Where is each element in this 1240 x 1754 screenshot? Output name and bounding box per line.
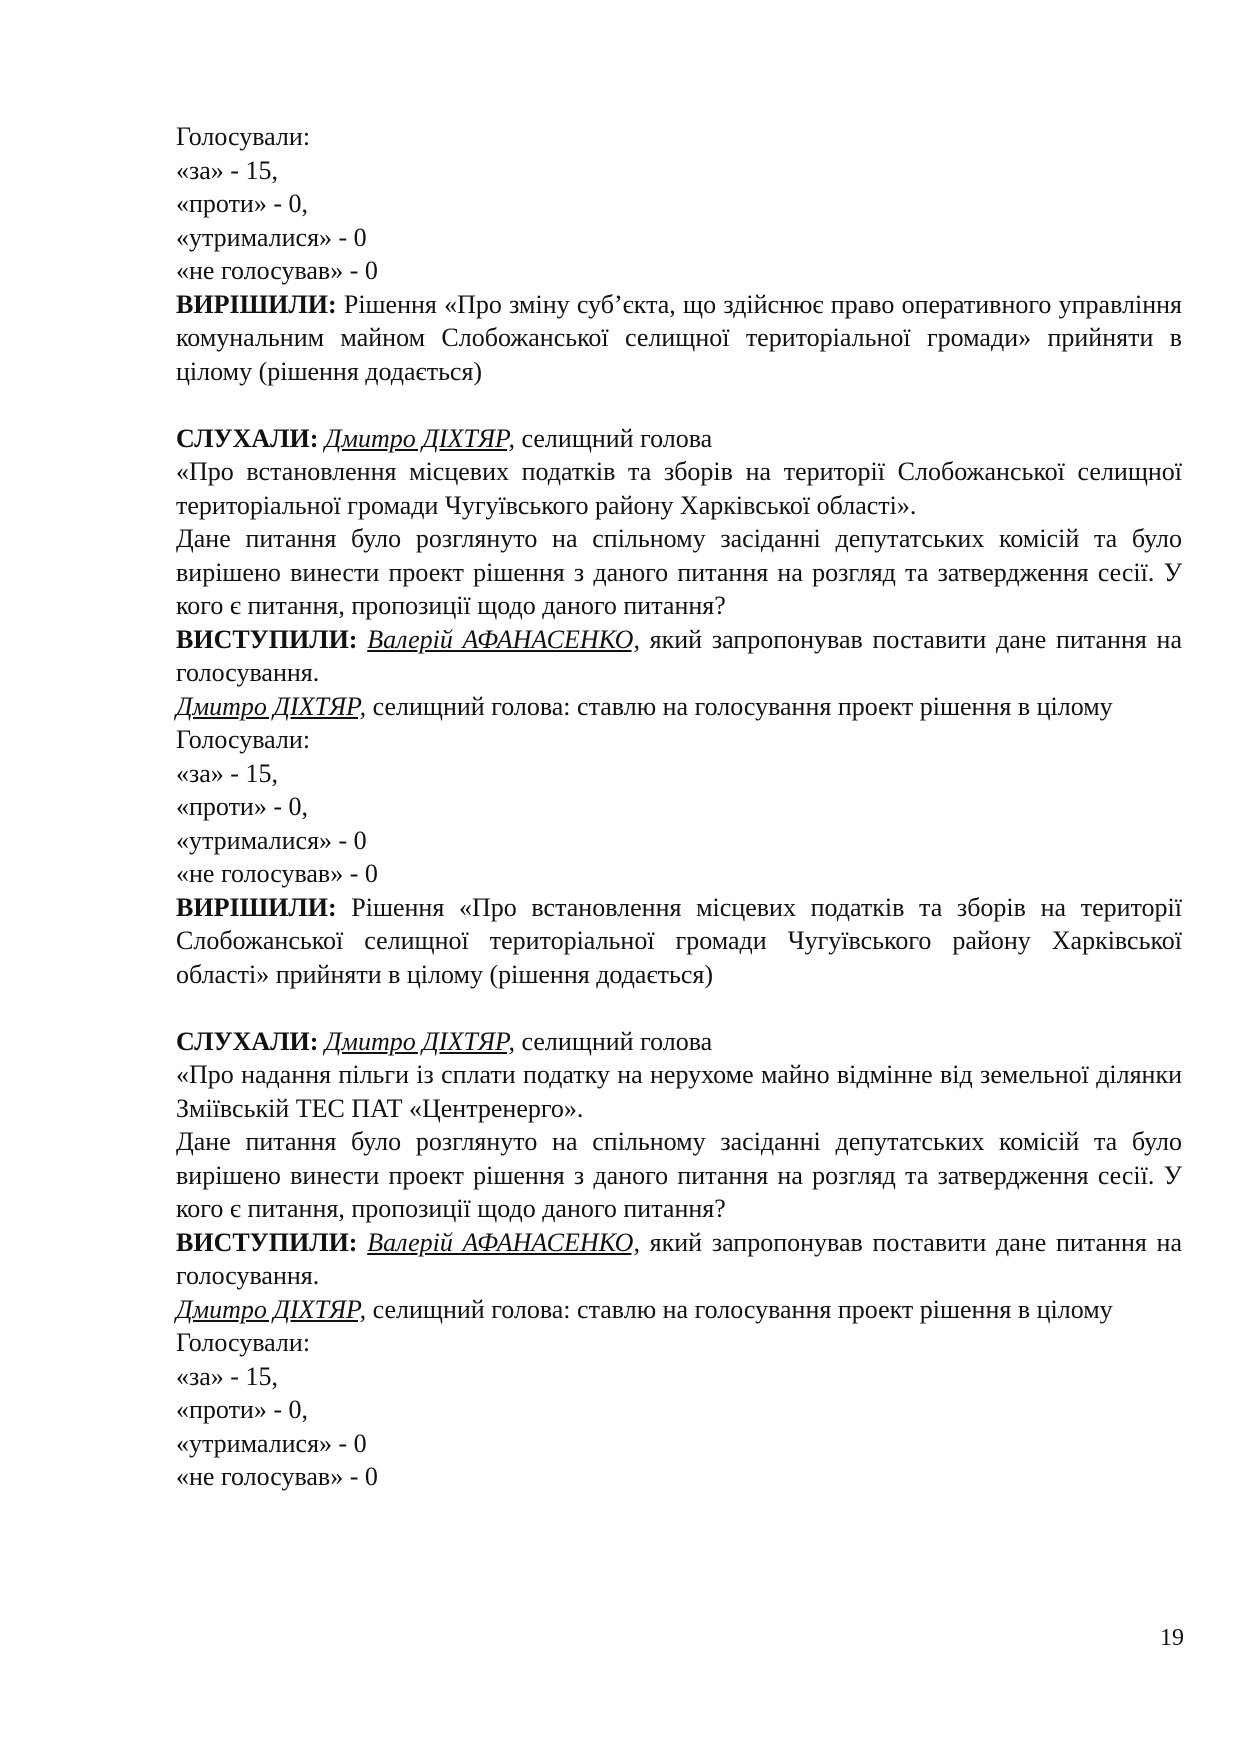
decision-text: Рішення «Про встановлення місцевих податків та зборів на території Слобожанської селищної територіальної громади Чугуївського району Харківської області» прийняти в цілому (рішення додається) <box>176 892 1182 989</box>
vote-against: «проти» - 0, <box>176 1395 309 1424</box>
heard-paragraph <box>176 422 1182 456</box>
vote-label: Голосували: <box>176 122 311 151</box>
intro-paragraph: Дане питання було розглянуто на спільному засіданні депутатських комісій та було вирішено винести проект рішення з даного питання на розгляд та затвердження сесії. У кого є питання, пропозиції щодо даного питання? <box>176 1127 1182 1223</box>
spoke-person: Валерій АФАНАСЕНКО, <box>367 624 640 654</box>
vote-against: «проти» - 0, <box>176 792 309 821</box>
document-page <box>176 120 1182 1494</box>
spoke-text: який запропонував поставити дане питання на голосування. <box>176 624 1182 687</box>
topic-paragraph: «Про встановлення місцевих податків та зборів на території Слобожанської селищної територіальної громади Чугуївського району Харківської області». <box>176 457 1182 520</box>
vote-abstained: «утрималися» - 0 <box>176 1428 367 1458</box>
vote-not-voted: «не голосував» - 0 <box>176 256 378 285</box>
agenda-item-3 <box>176 1025 1182 1494</box>
speaker-name: Дмитро ДІХТЯР, <box>324 423 516 453</box>
vote-block-1 <box>176 120 1182 288</box>
vote-against: «проти» - 0, <box>176 189 309 218</box>
vote-label: Голосували: <box>176 725 311 754</box>
vote-abstained: «утрималися» - 0 <box>176 825 367 855</box>
heard-label: СЛУХАЛИ: <box>176 423 319 453</box>
vote-for: «за» - 15, <box>176 1361 278 1391</box>
decision-paragraph-1 <box>176 288 1182 389</box>
vote-abstained: «утрималися» - 0 <box>176 222 367 252</box>
spoke-label: ВИСТУПИЛИ: <box>176 1227 358 1257</box>
chair-person: Дмитро ДІХТЯР, <box>176 691 367 721</box>
vote-not-voted: «не голосував» - 0 <box>176 859 378 888</box>
heard-paragraph <box>176 1025 1182 1059</box>
speaker-role: селищний голова <box>515 423 713 453</box>
agenda-item-2 <box>176 422 1182 992</box>
chair-text: селищний голова: ставлю на голосування проект рішення в цілому <box>366 691 1113 721</box>
vote-for: «за» - 15, <box>176 155 278 185</box>
vote-label: Голосували: <box>176 1328 311 1357</box>
intro-paragraph: Дане питання було розглянуто на спільному засіданні депутатських комісій та було вирішено винести проект рішення з даного питання на розгляд та затвердження сесії. У кого є питання, пропозиції щодо даного питання? <box>176 524 1182 620</box>
speaker-role: селищний голова <box>515 1026 713 1056</box>
vote-block-2 <box>176 723 1182 891</box>
chair-paragraph <box>176 1293 1182 1327</box>
spoke-text: який запропонував поставити дане питання на голосування. <box>176 1227 1182 1290</box>
spoke-person: Валерій АФАНАСЕНКО, <box>367 1227 640 1257</box>
decision-label: ВИРІШИЛИ: <box>176 289 337 319</box>
chair-person: Дмитро ДІХТЯР, <box>176 1294 367 1324</box>
speaker-name: Дмитро ДІХТЯР, <box>324 1026 516 1056</box>
decision-paragraph-2 <box>176 891 1182 992</box>
topic-paragraph: «Про надання пільги із сплати податку на нерухоме майно відмінне від земельної ділянки Зміївській ТЕС ПАТ «Центренерго». <box>176 1060 1182 1123</box>
spoke-paragraph <box>176 623 1182 690</box>
chair-paragraph <box>176 690 1182 724</box>
vote-for: «за» - 15, <box>176 758 278 788</box>
heard-label: СЛУХАЛИ: <box>176 1026 319 1056</box>
decision-label: ВИРІШИЛИ: <box>176 892 337 922</box>
vote-block-3 <box>176 1326 1182 1494</box>
vote-not-voted: «не голосував» - 0 <box>176 1462 378 1491</box>
spacer <box>176 388 1182 422</box>
spoke-paragraph <box>176 1226 1182 1293</box>
spacer <box>176 991 1182 1025</box>
spoke-label: ВИСТУПИЛИ: <box>176 624 358 654</box>
page-number: 19 <box>1160 1625 1184 1651</box>
chair-text: селищний голова: ставлю на голосування проект рішення в цілому <box>366 1294 1113 1324</box>
decision-text: Рішення «Про зміну суб’єкта, що здійснює право оперативного управління комунальним майном Слобожанської селищної територіальної громади» прийняти в цілому (рішення додається) <box>176 289 1182 386</box>
